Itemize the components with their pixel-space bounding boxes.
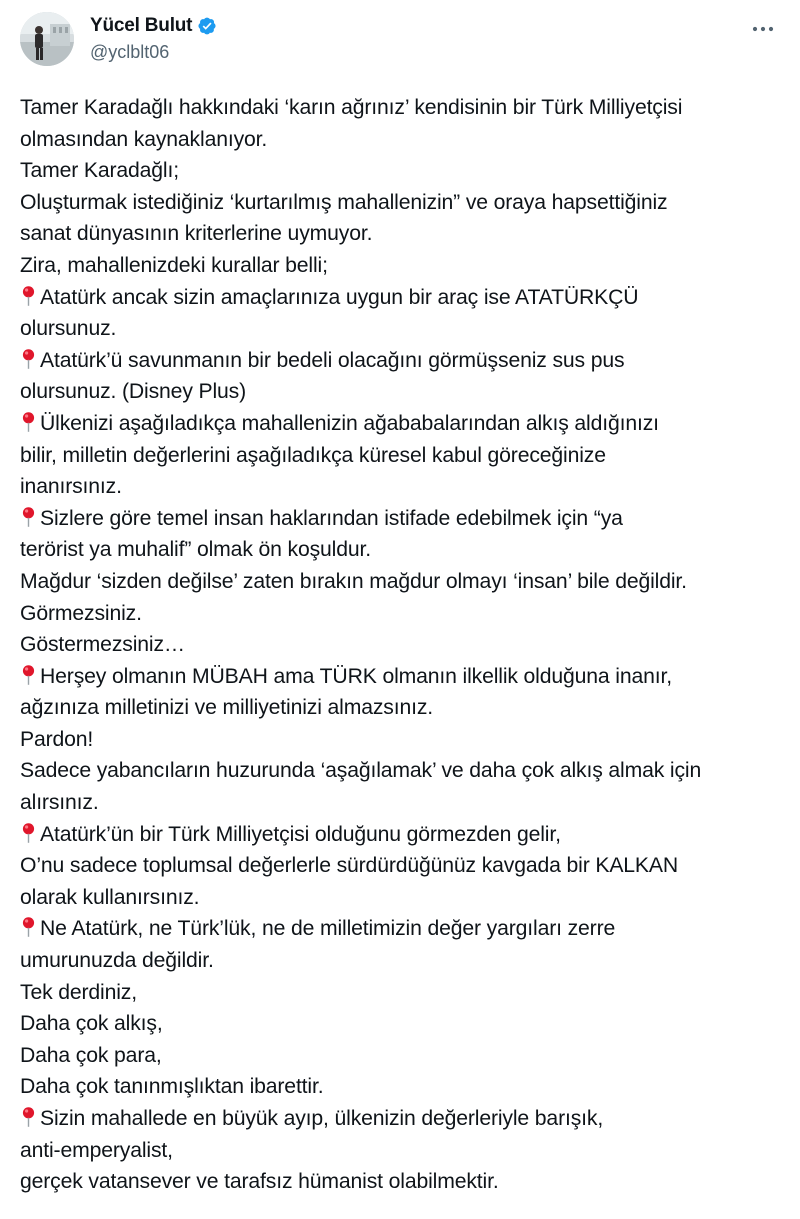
tweet-line xyxy=(20,598,790,630)
tweet-line xyxy=(20,1103,790,1135)
tweet-line-text: umurunuzda değildir. xyxy=(20,949,214,973)
round-pushpin-icon xyxy=(20,285,37,307)
tweet-line-text: Sizin mahallede en büyük ayıp, ülkenizin değerleriyle barışık, xyxy=(40,1107,604,1130)
tweet-line xyxy=(20,250,790,282)
tweet-line xyxy=(20,945,790,977)
tweet-line-text: terörist ya muhalif” olmak ön koşuldur. xyxy=(20,538,371,562)
tweet-line-text: Pardon! xyxy=(20,727,94,751)
verified-badge-icon xyxy=(197,16,217,36)
tweet-line xyxy=(20,1166,790,1198)
tweet-line-text: sanat dünyasının kriterlerine uymuyor. xyxy=(20,222,373,246)
tweet-line-text: olursunuz. (Disney Plus) xyxy=(20,380,247,404)
tweet-line xyxy=(20,724,790,756)
tweet-line-text: olursunuz. xyxy=(20,317,117,341)
round-pushpin-icon xyxy=(20,348,37,370)
tweet-line-text: Daha çok para, xyxy=(20,1043,162,1067)
tweet-line xyxy=(20,1008,790,1040)
name-row xyxy=(90,15,217,37)
tweet-line-text: Daha çok alkış, xyxy=(20,1012,163,1036)
tweet-line-text: Atatürk’ün bir Türk Milliyetçisi olduğunu görmezden gelir, xyxy=(40,822,561,846)
tweet-line xyxy=(20,376,790,408)
tweet-line-text: anti-emperyalist, xyxy=(20,1138,173,1162)
tweet-line xyxy=(20,1040,790,1072)
tweet-line xyxy=(20,566,790,598)
tweet-line xyxy=(20,882,790,914)
tweet-line xyxy=(20,692,790,724)
tweet-line xyxy=(20,408,790,440)
tweet-line-text: Zira, mahallenizdeki kurallar belli; xyxy=(20,253,328,277)
tweet-line xyxy=(20,313,790,345)
tweet-line xyxy=(20,155,790,187)
tweet-line xyxy=(20,629,790,661)
tweet-line xyxy=(20,819,790,851)
tweet-line xyxy=(20,440,790,472)
round-pushpin-icon xyxy=(20,506,37,528)
round-pushpin-icon xyxy=(20,1106,37,1128)
tweet-line-text: inanırsınız. xyxy=(20,475,122,499)
round-pushpin-icon xyxy=(20,822,37,844)
tweet-line xyxy=(20,787,790,819)
tweet-header xyxy=(20,12,780,68)
tweet-line-text: olmasından kaynaklanıyor. xyxy=(20,127,268,151)
tweet-line xyxy=(20,661,790,693)
avatar-photo xyxy=(20,12,74,66)
tweet-line xyxy=(20,850,790,882)
tweet-line xyxy=(20,534,790,566)
round-pushpin-icon xyxy=(20,411,37,433)
tweet-line-text: Herşey olmanın MÜBAH ama TÜRK olmanın ilkellik olduğuna inanır, xyxy=(40,664,672,688)
tweet-line-text: Sadece yabancıların huzurunda ‘aşağılamak’ ve daha çok alkış almak için xyxy=(20,759,702,783)
tweet-line xyxy=(20,503,790,535)
tweet-line-text: Tamer Karadağlı; xyxy=(20,159,179,183)
round-pushpin-icon xyxy=(20,916,37,938)
tweet-line-text: Oluşturmak istediğiniz ‘kurtarılmış mahallenizin” ve oraya hapsettiğiniz xyxy=(20,190,668,214)
tweet-line-text: bilir, milletin değerlerini aşağıladıkça küresel kabul göreceğinize xyxy=(20,443,606,467)
tweet-line-text: Tamer Karadağlı hakkındaki ‘karın ağrınız’ kendisinin bir Türk Milliyetçisi xyxy=(20,96,683,119)
tweet-line xyxy=(20,124,790,156)
tweet-line-text: O’nu sadece toplumsal değerlerle sürdürdüğünüz kavgada bir KALKAN xyxy=(20,854,679,878)
tweet-line-text: Sizlere göre temel insan haklarından istifade edebilmek için “ya xyxy=(40,506,623,530)
tweet-line-text: Ülkenizi aşağıladıkça mahallenizin ağababalarından alkış aldığınızı xyxy=(40,411,659,435)
display-name[interactable]: Yücel Bulut xyxy=(90,15,193,36)
tweet-line-text: Görmezsiniz. xyxy=(20,601,142,625)
user-handle[interactable]: @yclblt06 xyxy=(90,42,170,62)
tweet-line-text: Atatürk’ü savunmanın bir bedeli olacağını görmüşseniz sus pus xyxy=(40,348,625,372)
tweet-line xyxy=(20,977,790,1009)
tweet-line xyxy=(20,1071,790,1103)
tweet-line-text: olarak kullanırsınız. xyxy=(20,885,200,909)
avatar[interactable] xyxy=(20,12,74,66)
tweet-line-text: Atatürk ancak sizin amaçlarınıza uygun bir araç ise ATATÜRKÇÜ xyxy=(40,285,639,309)
tweet-text xyxy=(20,92,790,1198)
tweet-line xyxy=(20,92,790,124)
tweet-line-text: Mağdur ‘sizden değilse’ zaten bırakın mağdur olmayı ‘insan’ bile değildir. xyxy=(20,569,687,593)
tweet-line xyxy=(20,913,790,945)
tweet-line-text: Daha çok tanınmışlıktan ibarettir. xyxy=(20,1075,324,1099)
tweet-line xyxy=(20,187,790,219)
more-options-button[interactable] xyxy=(746,16,780,42)
tweet-line-text: Göstermezsiniz… xyxy=(20,633,185,657)
tweet-line-text: alırsınız. xyxy=(20,791,99,815)
tweet-line-text: gerçek vatansever ve tarafsız hümanist olabilmektir. xyxy=(20,1170,499,1194)
tweet-line-text: Tek derdiniz, xyxy=(20,980,137,1004)
tweet-line xyxy=(20,471,790,503)
tweet-line xyxy=(20,345,790,377)
tweet-line xyxy=(20,218,790,250)
tweet-line xyxy=(20,282,790,314)
tweet-line xyxy=(20,1135,790,1167)
more-horizontal-icon xyxy=(752,26,774,32)
tweet-line-text: Ne Atatürk, ne Türk’lük, ne de milletimizin değer yargıları zerre xyxy=(40,917,616,941)
round-pushpin-icon xyxy=(20,664,37,686)
tweet-line xyxy=(20,755,790,787)
tweet-line-text: ağzınıza milletinizi ve milliyetinizi almazsınız. xyxy=(20,696,433,720)
